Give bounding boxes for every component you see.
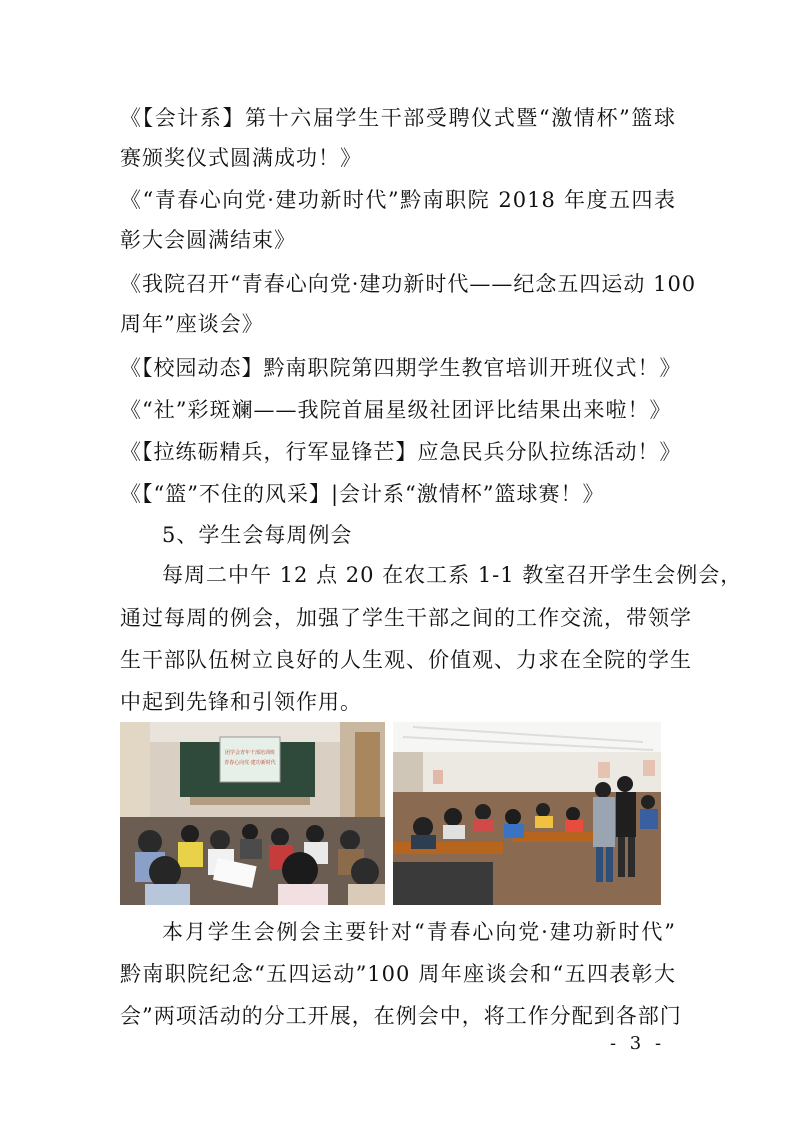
paragraph-line: 黔南职院纪念“五四运动”100 周年座谈会和“五四表彰大: [120, 962, 676, 986]
paragraph-line: 每周二中午 12 点 20 在农工系 1-1 教室召开学生会例会，: [162, 563, 743, 587]
paragraph-line: 生干部队伍树立良好的人生观、价值观、力求在全院的学生: [120, 648, 692, 672]
screen-title: 团学会青年干部培训班: [224, 750, 276, 756]
list-item: 《【校园动态】黔南职院第四期学生教官培训开班仪式！》: [120, 356, 682, 380]
screen-subtitle: 青春心向党·建功新时代: [224, 760, 276, 766]
list-item: 《【拉练砺精兵，行军显锋芒】应急民兵分队拉练活动！》: [120, 440, 682, 464]
list-item: 《【“篮”不住的风采】|会计系“激情杯”篮球赛！》: [120, 482, 605, 506]
page-number: - 3 -: [610, 1033, 666, 1054]
list-item: 《“社”彩斑斓——我院首届星级社团评比结果出来啦！》: [120, 398, 672, 422]
meeting-photo-left: [120, 722, 385, 905]
paragraph-line: 中起到先锋和引领作用。: [120, 690, 362, 714]
meeting-photo-right: [393, 722, 661, 905]
list-item: 《“青春心向党·建功新时代”黔南职院 2018 年度五四表: [120, 188, 676, 212]
list-item: 周年”座谈会》: [120, 312, 264, 336]
paragraph-line: 通过每周的例会，加强了学生干部之间的工作交流，带领学: [120, 606, 692, 630]
list-item: 赛颁奖仪式圆满成功！》: [120, 146, 362, 170]
list-item: 《【会计系】第十六届学生干部受聘仪式暨“激情杯”篮球: [120, 106, 676, 130]
list-item: 彰大会圆满结束》: [120, 228, 296, 252]
list-item: 《我院召开“青春心向党·建功新时代——纪念五四运动 100: [120, 272, 697, 296]
section-heading: 5、学生会每周例会: [162, 523, 353, 547]
paragraph-line: 本月学生会例会主要针对“青春心向党·建功新时代”: [162, 920, 676, 944]
paragraph-line: 会”两项活动的分工开展，在例会中，将工作分配到各部门: [120, 1004, 682, 1028]
